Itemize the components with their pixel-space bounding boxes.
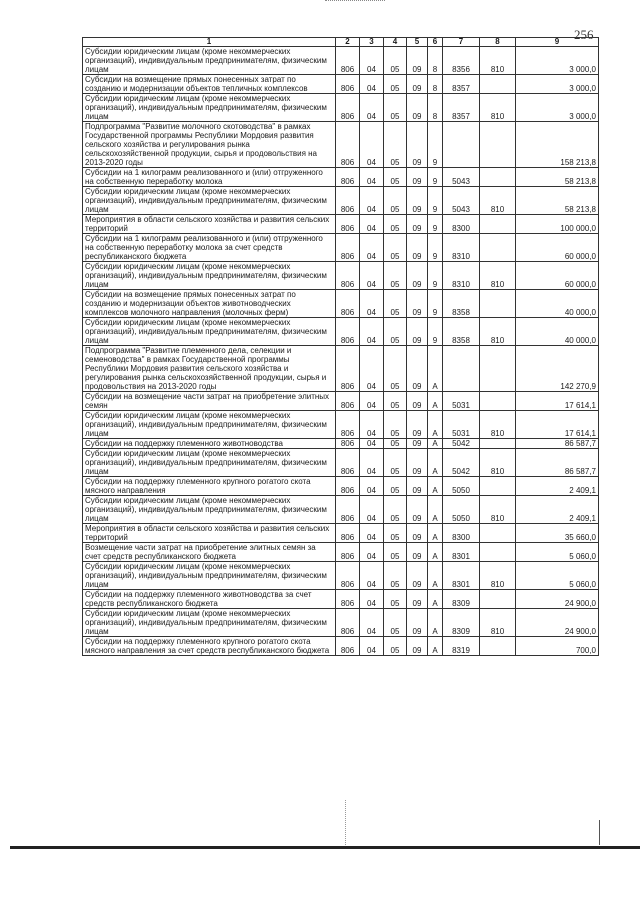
row-code-cell: 806 <box>336 346 360 392</box>
row-amount-cell: 17 614,1 <box>516 411 599 439</box>
row-code-cell: 5050 <box>443 477 480 496</box>
row-code-cell: 806 <box>336 590 360 609</box>
row-code-cell <box>480 637 516 656</box>
row-amount-cell: 5 060,0 <box>516 543 599 562</box>
budget-table <box>82 37 599 656</box>
row-code-cell: 05 <box>384 346 407 392</box>
row-name-cell: Субсидии на 1 килограмм реализованного и (или) отгруженного на собственную переработку молока <box>83 168 336 187</box>
row-code-cell: 806 <box>336 543 360 562</box>
row-code-cell <box>480 234 516 262</box>
row-code-cell: 806 <box>336 47 360 75</box>
row-code-cell: А <box>428 411 443 439</box>
header-cell: 8 <box>480 38 516 47</box>
row-code-cell: 810 <box>480 562 516 590</box>
row-code-cell: 810 <box>480 262 516 290</box>
row-amount-cell: 24 900,0 <box>516 609 599 637</box>
row-code-cell: 09 <box>407 439 428 449</box>
row-code-cell: 09 <box>407 318 428 346</box>
row-code-cell: 04 <box>360 168 384 187</box>
row-code-cell: 806 <box>336 168 360 187</box>
row-code-cell: 09 <box>407 290 428 318</box>
row-amount-cell: 86 587,7 <box>516 449 599 477</box>
header-cell: 5 <box>407 38 428 47</box>
row-code-cell: 8309 <box>443 590 480 609</box>
row-code-cell: 09 <box>407 562 428 590</box>
row-code-cell: 04 <box>360 411 384 439</box>
row-name-cell: Субсидии юридическим лицам (кроме некоммерческих организаций), индивидуальным предпринимателям, физическим лицам <box>83 411 336 439</box>
row-code-cell: 09 <box>407 234 428 262</box>
row-code-cell: А <box>428 590 443 609</box>
row-code-cell: 806 <box>336 449 360 477</box>
row-code-cell: 09 <box>407 47 428 75</box>
row-code-cell: 8310 <box>443 234 480 262</box>
row-code-cell: 05 <box>384 543 407 562</box>
table-row <box>83 590 599 609</box>
row-name-cell: Субсидии юридическим лицам (кроме некоммерческих организаций), индивидуальным предпринимателям, физическим лицам <box>83 609 336 637</box>
table-row <box>83 562 599 590</box>
table-row <box>83 234 599 262</box>
table-row <box>83 290 599 318</box>
row-code-cell: 04 <box>360 290 384 318</box>
row-code-cell: 8358 <box>443 290 480 318</box>
row-name-cell: Подпрограмма "Развитие молочного скотоводства" в рамках Государственной программы Республики Мордовия развития сельского хозяйства и регулирования рынка сельскохозяйственной продукции, сырья и продовольствия на 2013-2020 годы <box>83 122 336 168</box>
row-code-cell: 04 <box>360 477 384 496</box>
row-amount-cell: 2 409,1 <box>516 496 599 524</box>
row-code-cell: 8309 <box>443 609 480 637</box>
row-code-cell: 04 <box>360 392 384 411</box>
row-code-cell: 5042 <box>443 449 480 477</box>
row-name-cell: Субсидии на поддержку племенного животноводства <box>83 439 336 449</box>
page-edge-bar <box>10 846 640 849</box>
row-code-cell <box>443 346 480 392</box>
row-amount-cell: 3 000,0 <box>516 94 599 122</box>
row-code-cell: 05 <box>384 122 407 168</box>
row-code-cell: 09 <box>407 543 428 562</box>
row-name-cell: Субсидии юридическим лицам (кроме некоммерческих организаций), индивидуальным предпринимателям, физическим лицам <box>83 94 336 122</box>
row-code-cell: 05 <box>384 215 407 234</box>
row-code-cell: 04 <box>360 346 384 392</box>
row-amount-cell: 58 213,8 <box>516 168 599 187</box>
row-code-cell: 09 <box>407 524 428 543</box>
row-code-cell: 04 <box>360 318 384 346</box>
row-code-cell: 810 <box>480 94 516 122</box>
row-code-cell: 05 <box>384 94 407 122</box>
row-code-cell: 9 <box>428 122 443 168</box>
row-code-cell: 09 <box>407 477 428 496</box>
row-amount-cell: 158 213,8 <box>516 122 599 168</box>
row-code-cell: 05 <box>384 290 407 318</box>
table-row <box>83 524 599 543</box>
row-code-cell: 5042 <box>443 439 480 449</box>
row-name-cell: Субсидии юридическим лицам (кроме некоммерческих организаций), индивидуальным предпринимателям, физическим лицам <box>83 318 336 346</box>
page-number: 256 <box>574 27 594 42</box>
row-code-cell: 05 <box>384 234 407 262</box>
row-code-cell: 810 <box>480 609 516 637</box>
table-row <box>83 187 599 215</box>
row-code-cell: А <box>428 609 443 637</box>
header-cell: 6 <box>428 38 443 47</box>
row-code-cell: 806 <box>336 187 360 215</box>
row-name-cell: Субсидии юридическим лицам (кроме некоммерческих организаций), индивидуальным предпринимателям, физическим лицам <box>83 47 336 75</box>
row-code-cell: 09 <box>407 637 428 656</box>
row-code-cell: 09 <box>407 187 428 215</box>
row-code-cell: 810 <box>480 318 516 346</box>
row-code-cell <box>480 290 516 318</box>
row-code-cell: 806 <box>336 215 360 234</box>
row-amount-cell: 60 000,0 <box>516 262 599 290</box>
row-code-cell: А <box>428 346 443 392</box>
table-row <box>83 215 599 234</box>
row-code-cell: 05 <box>384 262 407 290</box>
row-code-cell: 04 <box>360 234 384 262</box>
row-code-cell: 806 <box>336 318 360 346</box>
row-name-cell: Возмещение части затрат на приобретение элитных семян за счет средств республиканского бюджета <box>83 543 336 562</box>
row-code-cell: А <box>428 449 443 477</box>
row-code-cell: А <box>428 637 443 656</box>
scan-line <box>599 820 600 845</box>
row-code-cell: 04 <box>360 590 384 609</box>
row-code-cell: 05 <box>384 609 407 637</box>
row-code-cell: 05 <box>384 411 407 439</box>
scan-line <box>345 800 346 845</box>
row-code-cell <box>480 477 516 496</box>
row-code-cell: 05 <box>384 637 407 656</box>
row-code-cell: 8319 <box>443 637 480 656</box>
row-code-cell: 09 <box>407 75 428 94</box>
row-code-cell: 8357 <box>443 94 480 122</box>
row-code-cell: 806 <box>336 439 360 449</box>
row-code-cell: 9 <box>428 318 443 346</box>
row-code-cell: 09 <box>407 94 428 122</box>
row-code-cell: 05 <box>384 187 407 215</box>
row-code-cell: 04 <box>360 47 384 75</box>
row-code-cell: 09 <box>407 449 428 477</box>
table-row <box>83 439 599 449</box>
row-code-cell: 9 <box>428 234 443 262</box>
row-code-cell: 8 <box>428 47 443 75</box>
table-row <box>83 94 599 122</box>
row-code-cell: 04 <box>360 262 384 290</box>
row-code-cell: 09 <box>407 411 428 439</box>
row-name-cell: Субсидии на поддержку племенного животноводства за счет средств республиканского бюджета <box>83 590 336 609</box>
row-code-cell: 09 <box>407 496 428 524</box>
row-code-cell: 806 <box>336 94 360 122</box>
row-code-cell: 8357 <box>443 75 480 94</box>
row-name-cell: Субсидии на возмещение прямых понесенных затрат по созданию и модернизации объектов животноводческих комплексов молочного направления (молочных ферм) <box>83 290 336 318</box>
row-code-cell: 8 <box>428 94 443 122</box>
table-row <box>83 392 599 411</box>
row-code-cell: 09 <box>407 122 428 168</box>
row-amount-cell: 35 660,0 <box>516 524 599 543</box>
row-name-cell: Субсидии юридическим лицам (кроме некоммерческих организаций), индивидуальным предпринимателям, физическим лицам <box>83 449 336 477</box>
row-code-cell: 806 <box>336 524 360 543</box>
row-name-cell: Субсидии юридическим лицам (кроме некоммерческих организаций), индивидуальным предпринимателям, физическим лицам <box>83 496 336 524</box>
row-code-cell: 05 <box>384 439 407 449</box>
row-code-cell <box>443 122 480 168</box>
row-code-cell: 806 <box>336 392 360 411</box>
row-code-cell: А <box>428 543 443 562</box>
row-code-cell <box>480 392 516 411</box>
table-row <box>83 168 599 187</box>
header-cell: 2 <box>336 38 360 47</box>
row-code-cell <box>480 439 516 449</box>
row-code-cell: 04 <box>360 524 384 543</box>
row-code-cell: 806 <box>336 477 360 496</box>
row-name-cell: Субсидии на 1 килограмм реализованного и (или) отгруженного на собственную переработку молока за счет средств республиканского бюджета <box>83 234 336 262</box>
row-code-cell: 09 <box>407 609 428 637</box>
row-code-cell: 8301 <box>443 562 480 590</box>
table-row <box>83 543 599 562</box>
row-code-cell: 04 <box>360 187 384 215</box>
row-code-cell: 04 <box>360 449 384 477</box>
row-code-cell: 05 <box>384 318 407 346</box>
row-code-cell: 810 <box>480 47 516 75</box>
row-code-cell: А <box>428 392 443 411</box>
row-code-cell: 04 <box>360 543 384 562</box>
row-code-cell: 806 <box>336 262 360 290</box>
row-code-cell <box>480 524 516 543</box>
row-code-cell: 8358 <box>443 318 480 346</box>
table-row <box>83 122 599 168</box>
header-row <box>83 38 599 47</box>
row-code-cell: 8300 <box>443 215 480 234</box>
table-row <box>83 411 599 439</box>
row-code-cell: 806 <box>336 75 360 94</box>
row-code-cell: 806 <box>336 637 360 656</box>
row-amount-cell: 40 000,0 <box>516 290 599 318</box>
row-code-cell: 5043 <box>443 187 480 215</box>
row-name-cell: Субсидии на поддержку племенного крупного рогатого скота мясного направления за счет средств республиканского бюджета <box>83 637 336 656</box>
row-code-cell: 04 <box>360 122 384 168</box>
row-amount-cell: 86 587,7 <box>516 439 599 449</box>
row-code-cell: 09 <box>407 168 428 187</box>
row-code-cell: 810 <box>480 411 516 439</box>
row-code-cell <box>480 75 516 94</box>
row-code-cell: 8301 <box>443 543 480 562</box>
row-code-cell: 05 <box>384 449 407 477</box>
row-code-cell: 05 <box>384 477 407 496</box>
row-code-cell: А <box>428 524 443 543</box>
row-code-cell: 09 <box>407 392 428 411</box>
row-code-cell: 9 <box>428 262 443 290</box>
row-name-cell: Подпрограмма "Развитие племенного дела, селекции и семеноводства" в рамках Государственной программы Республики Мордовия развития сельского хозяйства и регулирования рынка сельскохозяйственной продукции, сырья и продовольствия на 2013-2020 годы <box>83 346 336 392</box>
row-name-cell: Субсидии юридическим лицам (кроме некоммерческих организаций), индивидуальным предпринимателям, физическим лицам <box>83 262 336 290</box>
row-amount-cell: 58 213,8 <box>516 187 599 215</box>
row-code-cell: 8300 <box>443 524 480 543</box>
table-row <box>83 318 599 346</box>
row-code-cell: 09 <box>407 262 428 290</box>
row-code-cell: 5031 <box>443 392 480 411</box>
row-amount-cell: 5 060,0 <box>516 562 599 590</box>
row-code-cell: 5050 <box>443 496 480 524</box>
row-code-cell: 806 <box>336 562 360 590</box>
row-code-cell: 04 <box>360 496 384 524</box>
row-code-cell: 04 <box>360 562 384 590</box>
row-name-cell: Субсидии на поддержку племенного крупного рогатого скота мясного направления <box>83 477 336 496</box>
header-cell: 1 <box>83 38 336 47</box>
row-name-cell: Мероприятия в области сельского хозяйства и развития сельских территорий <box>83 524 336 543</box>
row-code-cell <box>480 346 516 392</box>
header-cell: 3 <box>360 38 384 47</box>
row-code-cell: 8 <box>428 75 443 94</box>
row-code-cell <box>480 168 516 187</box>
table-row <box>83 637 599 656</box>
row-code-cell <box>480 215 516 234</box>
header-cell: 7 <box>443 38 480 47</box>
table-row <box>83 47 599 75</box>
row-code-cell: 5031 <box>443 411 480 439</box>
row-code-cell: 810 <box>480 496 516 524</box>
row-code-cell: 05 <box>384 562 407 590</box>
row-amount-cell: 3 000,0 <box>516 47 599 75</box>
row-code-cell <box>480 590 516 609</box>
row-code-cell: 806 <box>336 234 360 262</box>
row-code-cell: 806 <box>336 290 360 318</box>
row-code-cell <box>480 543 516 562</box>
row-code-cell: 810 <box>480 187 516 215</box>
row-code-cell: 05 <box>384 496 407 524</box>
row-code-cell <box>480 122 516 168</box>
row-code-cell: 04 <box>360 609 384 637</box>
row-code-cell: 9 <box>428 187 443 215</box>
row-code-cell: 5043 <box>443 168 480 187</box>
row-code-cell: 806 <box>336 411 360 439</box>
scan-mark <box>325 0 385 13</box>
row-code-cell: А <box>428 496 443 524</box>
row-code-cell: 9 <box>428 168 443 187</box>
row-code-cell: 8310 <box>443 262 480 290</box>
row-code-cell: 04 <box>360 94 384 122</box>
row-code-cell: 09 <box>407 215 428 234</box>
table-row <box>83 75 599 94</box>
row-code-cell: 8356 <box>443 47 480 75</box>
row-amount-cell: 100 000,0 <box>516 215 599 234</box>
table-row <box>83 477 599 496</box>
row-code-cell: А <box>428 439 443 449</box>
row-code-cell: 04 <box>360 215 384 234</box>
row-code-cell: 05 <box>384 168 407 187</box>
row-name-cell: Субсидии на возмещение части затрат на приобретение элитных семян <box>83 392 336 411</box>
header-cell: 9 <box>516 38 599 47</box>
table-row <box>83 609 599 637</box>
table-row <box>83 346 599 392</box>
row-code-cell: 05 <box>384 590 407 609</box>
table-body <box>83 47 599 656</box>
row-code-cell: 04 <box>360 439 384 449</box>
row-amount-cell: 700,0 <box>516 637 599 656</box>
row-amount-cell: 17 614,1 <box>516 392 599 411</box>
row-amount-cell: 3 000,0 <box>516 75 599 94</box>
row-code-cell: 05 <box>384 392 407 411</box>
table-row <box>83 449 599 477</box>
row-code-cell: А <box>428 562 443 590</box>
row-code-cell: 9 <box>428 290 443 318</box>
row-code-cell: 04 <box>360 75 384 94</box>
row-code-cell: 806 <box>336 122 360 168</box>
row-code-cell: 05 <box>384 75 407 94</box>
row-name-cell: Субсидии юридическим лицам (кроме некоммерческих организаций), индивидуальным предпринимателям, физическим лицам <box>83 562 336 590</box>
row-name-cell: Субсидии юридическим лицам (кроме некоммерческих организаций), индивидуальным предпринимателям, физическим лицам <box>83 187 336 215</box>
row-amount-cell: 40 000,0 <box>516 318 599 346</box>
row-amount-cell: 2 409,1 <box>516 477 599 496</box>
row-amount-cell: 24 900,0 <box>516 590 599 609</box>
row-code-cell: 806 <box>336 609 360 637</box>
row-code-cell: 810 <box>480 449 516 477</box>
row-name-cell: Мероприятия в области сельского хозяйства и развития сельских территорий <box>83 215 336 234</box>
row-code-cell: 9 <box>428 215 443 234</box>
header-cell: 4 <box>384 38 407 47</box>
row-code-cell: 05 <box>384 47 407 75</box>
table-row <box>83 262 599 290</box>
table-row <box>83 496 599 524</box>
row-code-cell: 09 <box>407 346 428 392</box>
row-amount-cell: 60 000,0 <box>516 234 599 262</box>
row-code-cell: А <box>428 477 443 496</box>
row-code-cell: 09 <box>407 590 428 609</box>
row-code-cell: 05 <box>384 524 407 543</box>
row-amount-cell: 142 270,9 <box>516 346 599 392</box>
row-code-cell: 806 <box>336 496 360 524</box>
row-name-cell: Субсидии на возмещение прямых понесенных затрат по созданию и модернизации объектов тепличных комплексов <box>83 75 336 94</box>
row-code-cell: 04 <box>360 637 384 656</box>
